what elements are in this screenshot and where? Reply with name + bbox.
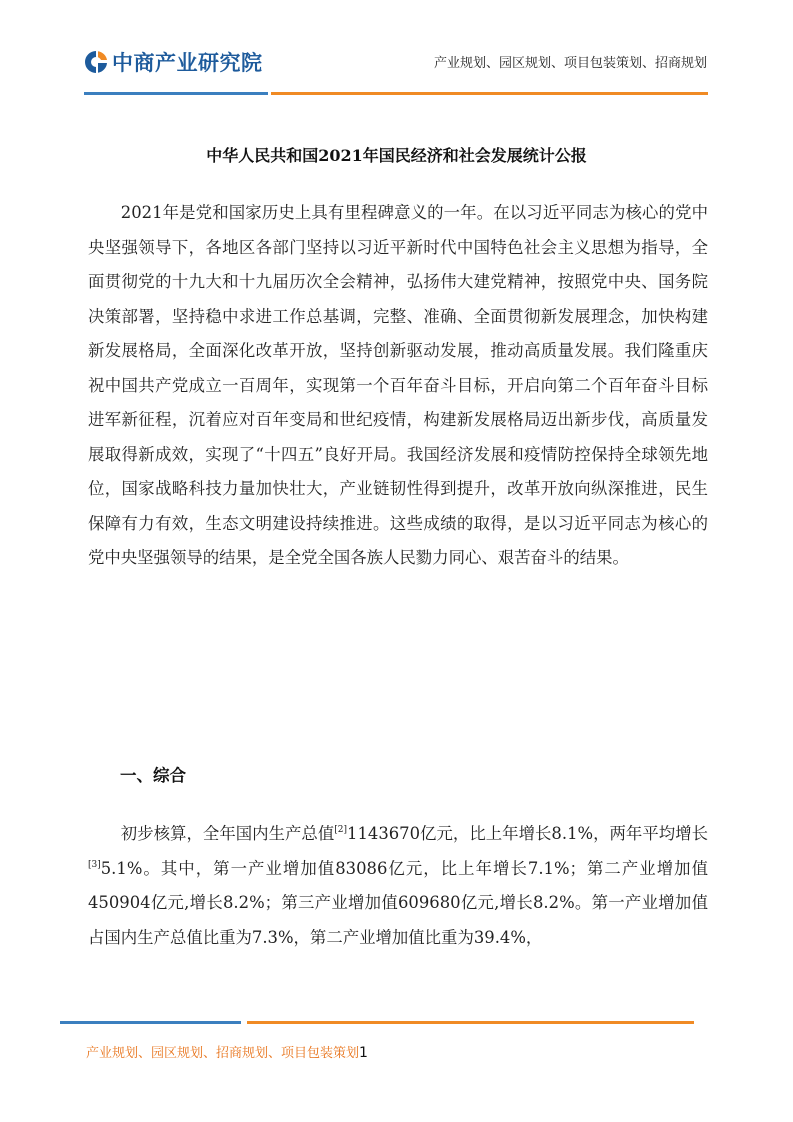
intro-paragraph: 2021年是党和国家历史上具有里程碑意义的一年。在以习近平同志为核心的党中央坚强领导下，各地区各部门坚持以习近平新时代中国特色社会主义思想为指导，全面贯彻党的十九大和十九届历次全会精神，弘扬伟大建党精神，按照党中央、国务院决策部署，坚持稳中求进工作总基调，完整、准确、全面贯彻新发展理念，加快构建新发展格局，全面深化改革开放，坚持创新驱动发展，推动高质量发展。我们隆重庆祝中国共产党成立一百周年，实现第一个百年奋斗目标，开启向第二个百年奋斗目标进军新征程，沉着应对百年变局和世纪疫情，构建新发展格局迈出新步伐，高质量发展取得新成效，实现了“十四五”良好开局。我国经济发展和疫情防控保持全球领先地位，国家战略科技力量加快壮大，产业链韧性得到提升，改革开放向纵深推进，民生保障有力有效，生态文明建设持续推进。这些成绩的取得，是以习近平同志为核心的党中央坚强领导的结果，是全党全国各族人民勠力同心、艰苦奋斗的结果。	[88, 203, 708, 567]
brand-logo	[84, 44, 263, 80]
footnote-ref: [2]	[334, 825, 348, 835]
brand-logo-icon	[84, 50, 108, 74]
summary-text-3: 5.1%。其中，第一产业增加值83086亿元，比上年增长7.1%；第二产业增加值450904亿元,增长8.2%；第三产业增加值609680亿元,增长8.2%。第一产业增加值占国内生产总值比重为7.3%，第二产业增加值比重为39.4%，	[88, 858, 708, 947]
header-tagline: 产业规划、园区规划、项目包装策划、招商规划	[433, 56, 707, 71]
document-title: 中华人民共和国2021年国民经济和社会发展统计公报	[206, 146, 587, 165]
summary-text-2: 1143670亿元，比上年增长8.1%，两年平均增长	[347, 824, 709, 843]
summary-text-1: 初步核算，全年国内生产总值	[120, 824, 335, 843]
footer-divider-blue	[60, 1021, 241, 1024]
summary-paragraph	[88, 817, 708, 955]
header-divider-blue	[84, 92, 268, 95]
page-number: 1	[359, 1045, 368, 1061]
footer-tagline	[86, 1042, 368, 1061]
footer-divider-orange	[247, 1021, 694, 1024]
footer-tagline-text: 产业规划、园区规划、招商规划、项目包装策划	[86, 1046, 360, 1061]
header-divider-orange	[271, 92, 708, 95]
brand-name: 中商产业研究院	[112, 51, 263, 75]
section-heading: 一、综合	[120, 766, 186, 785]
footnote-ref: [3]	[88, 859, 101, 870]
